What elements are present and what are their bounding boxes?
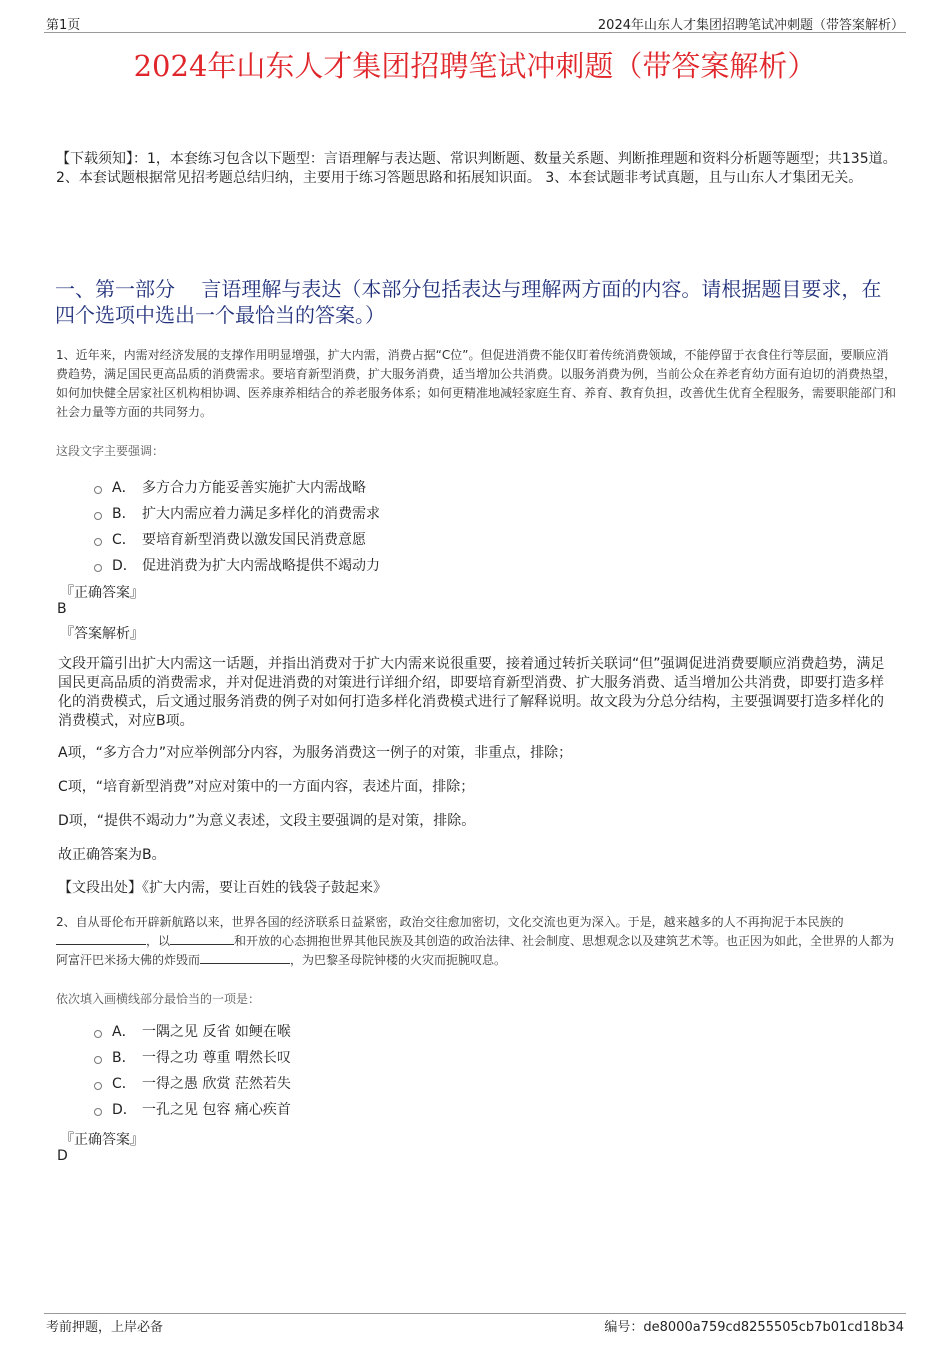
source-note: 【文段出处】《扩大内需，要让百姓的钱袋子鼓起来》 (58, 880, 387, 896)
download-notice: 【下载须知】：1，本套练习包含以下题型：言语理解与表达题、常识判断题、数量关系题、判断推理题和资料分析题等题型；共135道。 2、本套试题根据常见招考题总结归纳，主要用于练习答题思路和拓展知识面。 3、本套试题非考试真题，且与山东人才集团无关。 (56, 151, 897, 186)
option-a[interactable]: A． 多方合力方能妥善实施扩大内需战略 (94, 474, 380, 500)
analysis-note-c: C项，“培育新型消费”对应对策中的一方面内容，表述片面，排除； (58, 779, 475, 795)
radio-icon[interactable] (94, 1030, 102, 1038)
question-2-text: 2、自从哥伦布开辟新航路以来，世界各国的经济联系日益紧密，政治交往愈加密切，文化交流也更为深入。于是，越来越多的人不再拘泥于本民族的，以 和开放的心态拥抱世界其他民族及其创造的政治法律、社会制度、思想观念以及建筑艺术等。也正因为如此，全世界的人都为阿富汗巴米扬大佛的炸毁而 ，为巴黎圣母院钟楼的火灾而扼腕叹息。 (56, 915, 895, 967)
analysis-note-d: D项，“提供不竭动力”为意义表述，文段主要强调的是对策，排除。 (58, 813, 476, 829)
option-d[interactable]: D． 一孔之见 包容 痛心疾首 (94, 1096, 291, 1122)
radio-icon[interactable] (94, 486, 102, 494)
question-1-options (94, 474, 380, 578)
radio-icon[interactable] (94, 564, 102, 572)
analysis-note-a: A项，“多方合力”对应举例部分内容，为服务消费这一例子的对策，非重点，排除； (58, 745, 573, 761)
analysis-label: 『答案解析』 (60, 626, 144, 642)
radio-icon[interactable] (94, 1056, 102, 1064)
correct-answer-label: 『正确答案』 (60, 1132, 144, 1148)
option-d[interactable]: D． 促进消费为扩大内需战略提供不竭动力 (94, 552, 380, 578)
header-doc-title: 2024年山东人才集团招聘笔试冲刺题（带答案解析） (597, 18, 904, 33)
question-1-text: 1、近年来，内需对经济发展的支撑作用明显增强，扩大内需，消费占据“C位”。但促进消费不能仅盯着传统消费领域，不能停留于衣食住行等层面，要顺应消费趋势，满足国民更高品质的消费需求。要培育新型消费，扩大服务消费，适当增加公共消费。以服务消费为例，当前公众在养老育幼方面有迫切的消费热望，如何加快健全居家社区机构相协调、医养康养相结合的养老服务体系；如何更精准地减轻家庭生育、养育、教育负担，改善优生优育全程服务，需要职能部门和社会力量等方面的共同努力。 (56, 348, 897, 419)
question-2-options (94, 1018, 291, 1122)
radio-icon[interactable] (94, 512, 102, 520)
option-b[interactable]: B． 扩大内需应着力满足多样化的消费需求 (94, 500, 380, 526)
blank-2[interactable] (170, 932, 234, 945)
analysis-text: 文段开篇引出扩大内需这一话题，并指出消费对于扩大内需来说很重要，接着通过转折关联词“但”强调促进消费要顺应消费趋势，满足国民更高品质的消费需求，并对促进消费的对策进行详细介绍，即要培育新型消费、扩大服务消费、适当增加公共消费，即要打造多样化的消费模式，后文通过服务消费的例子对如何打造多样化消费模式进行了解释说明。故文段为分总分结构，主要强调要打造多样化的消费模式，对应B项。 (58, 656, 885, 729)
section-heading: 一、第一部分 言语理解与表达（本部分包括表达与理解两方面的内容。请根据题目要求，在四个选项中选出一个最恰当的答案。） (55, 277, 882, 327)
page-title: 2024年山东人才集团招聘笔试冲刺题（带答案解析） (133, 49, 817, 83)
blank-3[interactable] (200, 951, 290, 964)
footer-slogan: 考前押题，上岸必备 (46, 1320, 164, 1335)
correct-answer: D (57, 1148, 68, 1164)
radio-icon[interactable] (94, 1108, 102, 1116)
option-c[interactable]: C． 一得之愚 欣赏 茫然若失 (94, 1070, 291, 1096)
question-1-prompt: 这段文字主要强调： (56, 444, 165, 458)
question-2-prompt: 依次填入画横线部分最恰当的一项是： (56, 992, 261, 1006)
correct-answer-label: 『正确答案』 (60, 585, 144, 601)
page-number: 第1页 (46, 18, 81, 33)
radio-icon[interactable] (94, 538, 102, 546)
radio-icon[interactable] (94, 1082, 102, 1090)
footer-divider (44, 1313, 906, 1314)
correct-answer: B (57, 601, 67, 617)
header-divider (44, 32, 906, 33)
option-c[interactable]: C． 要培育新型消费以激发国民消费意愿 (94, 526, 380, 552)
option-b[interactable]: B． 一得之功 尊重 喟然长叹 (94, 1044, 291, 1070)
footer-serial: 编号：de8000a759cd8255505cb7b01cd18b34 (604, 1320, 904, 1335)
analysis-conclusion: 故正确答案为B。 (58, 847, 166, 863)
option-a[interactable]: A． 一隅之见 反省 如鲠在喉 (94, 1018, 291, 1044)
blank-1[interactable] (56, 932, 146, 945)
